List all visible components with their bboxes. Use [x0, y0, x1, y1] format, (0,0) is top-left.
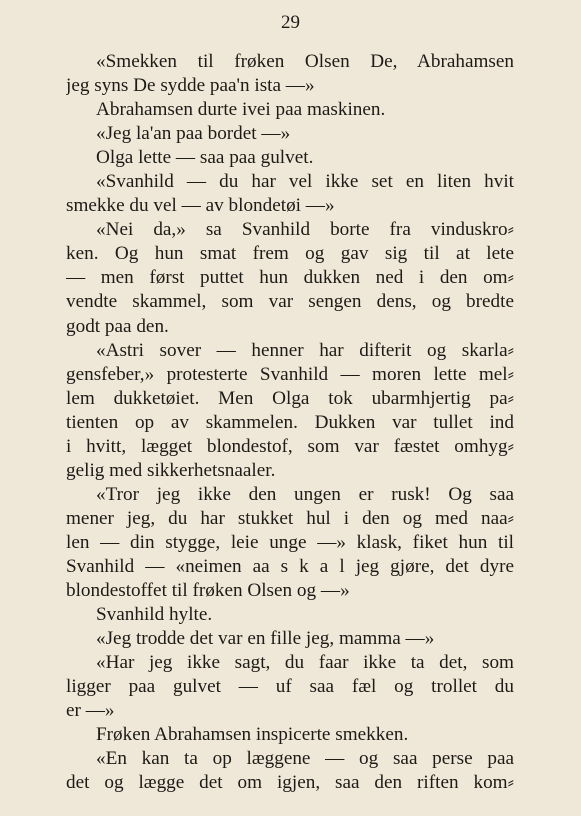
text-line: Svanhild — «neimen aa s k a l jeg gjøre, det dyre — [66, 555, 514, 577]
text-line: gelig med sikkerhetsnaaler. — [66, 459, 276, 481]
text-line: i hvitt, lægget blondestof, som var fæstet omhyg⸗ — [66, 435, 514, 457]
text-line: «Astri sover — henner har difterit og skarla⸗ — [96, 339, 514, 361]
text-line: smekke du vel — av blondetøi —» — [66, 195, 335, 217]
text-line: «Smekken til frøken Olsen De, Abrahamsen — [96, 51, 514, 72]
text-line: — men først puttet hun dukken ned i den om⸗ — [66, 267, 514, 289]
text-line: Svanhild hylte. — [96, 604, 213, 626]
text-line: «Jeg trodde det var en fille jeg, mamma —» — [96, 628, 435, 650]
text-line: gensfeber,» protesterte Svanhild — moren lette mel⸗ — [66, 363, 514, 385]
text-line: godt paa den. — [66, 315, 169, 337]
page-number: 29 — [281, 12, 300, 33]
text-line: «Svanhild — du har vel ikke set en liten hvit — [96, 171, 514, 193]
text-line: er —» — [66, 700, 115, 722]
text-line: «Jeg la'an paa bordet —» — [96, 123, 291, 145]
text-line: Olga lette — saa paa gulvet. — [96, 147, 314, 169]
text-line: Frøken Abrahamsen inspicerte smekken. — [96, 724, 409, 746]
text-line: «Nei da,» sa Svanhild borte fra vinduskro⸗ — [96, 219, 514, 241]
text-line: «Tror jeg ikke den ungen er rusk! Og saa — [96, 483, 514, 505]
text-line: det og lægge det om igjen, saa den riften kom⸗ — [66, 772, 514, 794]
text-line: ligger paa gulvet — uf saa fæl og trollet du — [66, 676, 514, 698]
text-line: tienten op av skammelen. Dukken var tullet ind — [66, 411, 514, 433]
text-line: lem dukketøiet. Men Olga tok ubarmhjertig pa⸗ — [66, 387, 514, 409]
text-line: blondestoffet til frøken Olsen og —» — [66, 580, 350, 602]
body-text — [66, 50, 514, 795]
text-line: len — din stygge, leie unge —» klask, fiket hun til — [66, 531, 514, 553]
text-line: ken. Og hun smat frem og gav sig til at lete — [66, 243, 514, 265]
text-line: vendte skammel, som var sengen dens, og bredte — [66, 291, 514, 313]
text-line: «En kan ta op læggene — og saa perse paa — [96, 748, 514, 770]
text-line: mener jeg, du har stukket hul i den og med naa⸗ — [66, 507, 514, 529]
text-line: «Har jeg ikke sagt, du faar ikke ta det, som — [96, 652, 514, 674]
text-line: jeg syns De sydde paa'n ista —» — [66, 75, 315, 97]
text-line: Abrahamsen durte ivei paa maskinen. — [96, 99, 386, 121]
